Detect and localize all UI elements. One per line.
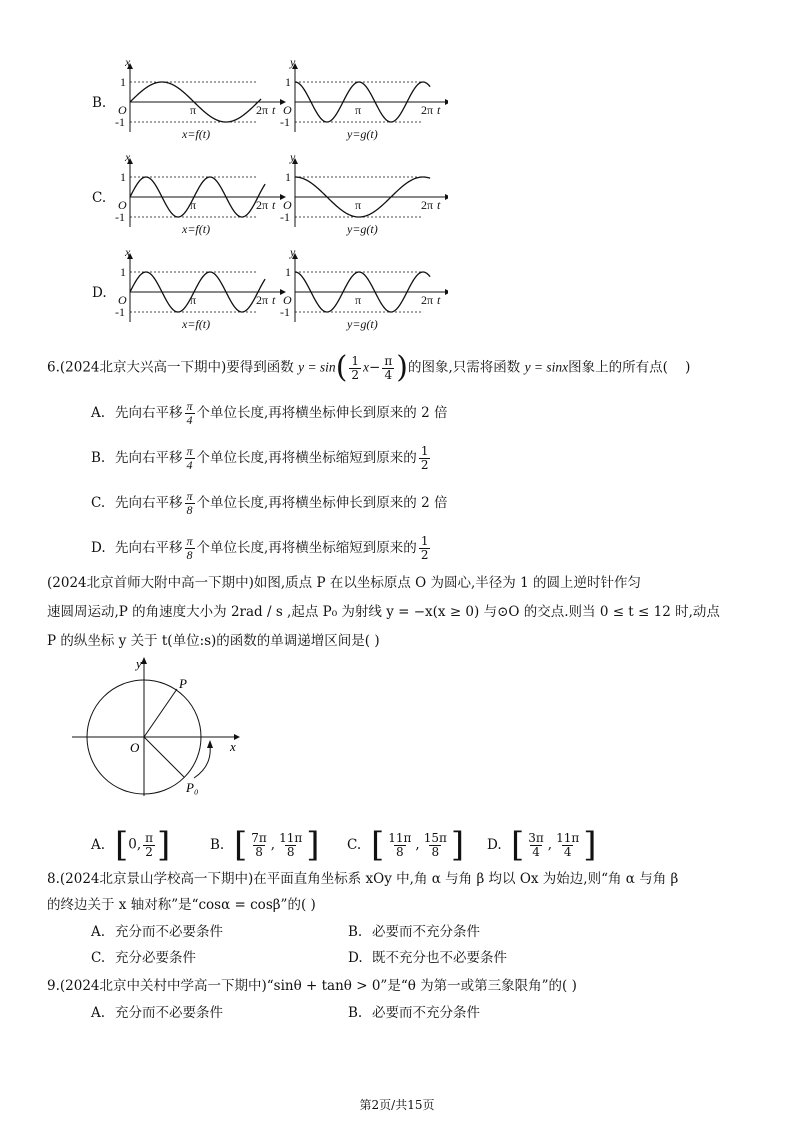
option-tail-fraction: $\frac{1}{2}$: [420, 534, 429, 562]
tick-two-pi: 2π: [421, 103, 434, 117]
q6-stem-middle: 的图象,只需将函数: [407, 359, 521, 376]
page-footer: [0, 1096, 794, 1113]
tick-minus-one: -1: [280, 210, 290, 224]
option-label: C.: [91, 495, 106, 511]
q6-option-b[interactable]: [91, 445, 432, 472]
q6-number: 6.: [47, 359, 60, 376]
q7-line3: P 的纵坐标 y 关于 t(单位:s)的函数的单调递增区间是( ): [47, 633, 380, 649]
option-text: 充分必要条件: [115, 950, 196, 966]
q8-option-b[interactable]: [348, 923, 480, 941]
q6-func1: y = sin: [298, 359, 336, 375]
right-paren: ): [396, 350, 408, 385]
option-fraction: $\frac{\pi}{4}$: [186, 399, 193, 427]
tick-minus-one: -1: [115, 210, 125, 224]
q6-stem-after: 图象上的所有点(: [568, 359, 668, 376]
interval-left: $\frac{7\pi}{8}$: [251, 830, 267, 859]
label-o: O: [130, 740, 140, 755]
option-label: D.: [487, 836, 502, 853]
tick-minus-one: -1: [115, 115, 125, 129]
origin-label: O: [283, 198, 292, 212]
option-label: C.: [91, 950, 106, 966]
tick-pi: π: [355, 293, 362, 307]
right-bracket: ]: [306, 825, 320, 865]
segment-op0: [144, 737, 184, 777]
q5-option-d-label: D.: [92, 285, 107, 301]
option-label: C.: [347, 836, 362, 853]
graph-caption: x=f(t): [182, 127, 211, 141]
q5-graphs: [108, 55, 448, 345]
tick-pi: π: [190, 198, 197, 212]
q6-stem-before: 要得到函数: [226, 359, 294, 376]
q6-source: (2024北京大兴高一下期中): [59, 359, 227, 376]
origin-label: O: [283, 293, 292, 307]
tick-one: 1: [285, 170, 291, 184]
q9-option-b[interactable]: [348, 1004, 480, 1022]
q6-func2: y = sinx: [524, 359, 569, 375]
tick-one: 1: [285, 75, 291, 89]
tick-one: 1: [285, 265, 291, 279]
q7-option-c[interactable]: C. [ $\frac{11\pi}{8}$ , $\frac{15\pi}{8}$ ]: [347, 825, 465, 865]
x-var: x: [363, 359, 370, 375]
option-fraction: $\frac{\pi}{8}$: [186, 489, 193, 517]
axis-letter: x: [125, 55, 131, 69]
interval-right: $\frac{11\pi}{8}$: [279, 830, 303, 859]
q7-line1: (2024北京首师大附中高一下期中)如图,质点 P 在以坐标原点 O 为圆心,半径为 1 的圆上逆时针作匀: [47, 575, 641, 591]
page-number: 第2页/共15页: [359, 1098, 435, 1112]
q6-close-paren: ): [685, 359, 691, 376]
q8-line2: 的终边关于 x 轴对称”是“cosα = cosβ”的( ): [47, 897, 316, 913]
axis-letter: y: [290, 245, 296, 259]
option-post: 个单位长度,再将横坐标缩短到原来的: [196, 540, 417, 556]
option-post: 个单位长度,再将横坐标缩短到原来的: [196, 450, 417, 466]
option-label: D.: [348, 950, 363, 966]
q5-option-b-label: B.: [92, 95, 107, 111]
t-letter: t: [437, 103, 441, 117]
option-label: A.: [91, 1005, 106, 1021]
tick-minus-one: -1: [115, 305, 125, 319]
q8-option-c[interactable]: [91, 949, 196, 967]
left-bracket: [: [115, 825, 129, 865]
option-pre: 先向右平移: [115, 405, 183, 421]
q7-option-d[interactable]: D. [ $\frac{3\pi}{4}$ , $\frac{11\pi}{4}$ ]: [487, 825, 597, 865]
q9-option-a[interactable]: [91, 1004, 223, 1022]
axis-letter: y: [290, 55, 296, 69]
tick-pi: π: [190, 103, 197, 117]
q6-option-c[interactable]: [91, 490, 447, 517]
q7-option-b[interactable]: B. [ $\frac{7\pi}{8}$ , $\frac{11\pi}{8}$ ]: [210, 825, 320, 865]
origin-label: O: [118, 293, 127, 307]
option-text: 充分而不必要条件: [115, 1005, 223, 1021]
t-letter: t: [272, 103, 276, 117]
graph-caption: x=f(t): [182, 222, 211, 236]
graph-caption: x=f(t): [182, 317, 211, 331]
label-p0: P₀: [186, 780, 199, 795]
option-pre: 先向右平移: [115, 495, 183, 511]
option-label: A.: [91, 405, 106, 421]
rotation-arrow-icon: [207, 740, 213, 748]
tick-pi: π: [355, 198, 362, 212]
left-bracket: [: [371, 825, 385, 865]
origin-label: O: [118, 198, 127, 212]
interval-right: $\frac{11\pi}{4}$: [556, 830, 580, 859]
tick-pi: π: [355, 103, 362, 117]
fraction-half: $\frac{1}{2}$: [351, 353, 360, 382]
interval-right: $\frac{\pi}{2}$: [145, 830, 154, 859]
q6-option-d[interactable]: [91, 535, 432, 562]
interval-left: $\frac{3\pi}{4}$: [528, 830, 544, 859]
fraction-pi-quarter: $\frac{\pi}{4}$: [384, 353, 393, 382]
option-post: 个单位长度,再将横坐标伸长到原来的 2 倍: [196, 495, 448, 511]
option-label: A.: [91, 836, 106, 853]
segment-op: [144, 689, 177, 737]
tick-pi: π: [190, 293, 197, 307]
tick-one: 1: [120, 75, 126, 89]
q6-option-a[interactable]: [91, 400, 447, 427]
interval-right: $\frac{15\pi}{8}$: [423, 830, 447, 859]
q7-line2: 速圆周运动,P 的角速度大小为 2rad / s ,起点 P₀ 为射线 y = −x(x ≥ 0) 与⊙O 的交点.则当 0 ≤ t ≤ 12 时,动点: [47, 604, 720, 620]
tick-two-pi: 2π: [256, 293, 269, 307]
option-pre: 先向右平移: [115, 540, 183, 556]
t-letter: t: [272, 293, 276, 307]
option-fraction: $\frac{\pi}{4}$: [186, 444, 193, 472]
graph-caption: y=g(t): [347, 317, 378, 331]
tick-two-pi: 2π: [256, 198, 269, 212]
tick-two-pi: 2π: [256, 103, 269, 117]
minus-sign: −: [369, 359, 381, 376]
t-axis-arrow: [445, 194, 448, 200]
origin-label: O: [283, 103, 292, 117]
q8-option-d[interactable]: [348, 949, 507, 967]
label-p: P: [179, 676, 187, 691]
label-x: x: [230, 739, 236, 754]
left-paren: (: [335, 350, 348, 385]
axis-letter: x: [125, 245, 131, 259]
q7-circle-figure: [62, 648, 262, 798]
option-label: B.: [348, 1005, 363, 1021]
tick-minus-one: -1: [280, 305, 290, 319]
option-text: 必要而不充分条件: [372, 1005, 480, 1021]
t-letter: t: [437, 293, 441, 307]
left-bracket: [: [511, 825, 525, 865]
q8-option-a[interactable]: [91, 923, 223, 941]
left-bracket: [: [234, 825, 248, 865]
option-label: D.: [91, 540, 106, 556]
option-tail-fraction: $\frac{1}{2}$: [420, 444, 429, 472]
y-axis-arrow: [141, 657, 147, 664]
option-post: 个单位长度,再将横坐标伸长到原来的 2 倍: [196, 405, 448, 421]
tick-two-pi: 2π: [421, 293, 434, 307]
option-text: 必要而不充分条件: [372, 924, 480, 940]
right-bracket: ]: [583, 825, 597, 865]
graph-caption: y=g(t): [347, 127, 378, 141]
t-letter: t: [272, 198, 276, 212]
t-axis-arrow: [445, 99, 448, 105]
tick-one: 1: [120, 170, 126, 184]
q5-option-c-label: C.: [92, 190, 107, 206]
axis-letter: x: [125, 150, 131, 164]
option-label: B.: [91, 450, 106, 466]
option-label: B.: [210, 836, 225, 853]
right-bracket: ]: [157, 825, 171, 865]
right-bracket: ]: [450, 825, 465, 865]
rotation-arc: [194, 746, 210, 778]
q7-option-a[interactable]: A. [0, $\frac{\pi}{2}$ ]: [91, 825, 171, 865]
option-label: A.: [91, 924, 106, 940]
axis-letter: y: [290, 150, 296, 164]
interval-left: $\frac{11\pi}{8}$: [388, 830, 412, 859]
option-text: 既不充分也不必要条件: [372, 950, 507, 966]
q6-stem: [47, 350, 691, 385]
q9-line1: 9.(2024北京中关村中学高一下期中)“sinθ + tanθ > 0”是“θ 为第一或第三象限角”的( ): [47, 978, 577, 994]
t-letter: t: [437, 198, 441, 212]
graph-caption: y=g(t): [347, 222, 378, 236]
option-pre: 先向右平移: [115, 450, 183, 466]
option-fraction: $\frac{\pi}{8}$: [186, 534, 193, 562]
tick-minus-one: -1: [280, 115, 290, 129]
option-label: B.: [348, 924, 363, 940]
label-y: y: [136, 656, 142, 671]
option-text: 充分而不必要条件: [115, 924, 223, 940]
origin-label: O: [118, 103, 127, 117]
interval-left: 0: [128, 836, 137, 853]
tick-one: 1: [120, 265, 126, 279]
t-axis-arrow: [445, 289, 448, 295]
tick-two-pi: 2π: [421, 198, 434, 212]
q8-line1: 8.(2024北京景山学校高一下期中)在平面直角坐标系 xOy 中,角 α 与角 β 均以 Ox 为始边,则“角 α 与角 β: [47, 871, 679, 887]
